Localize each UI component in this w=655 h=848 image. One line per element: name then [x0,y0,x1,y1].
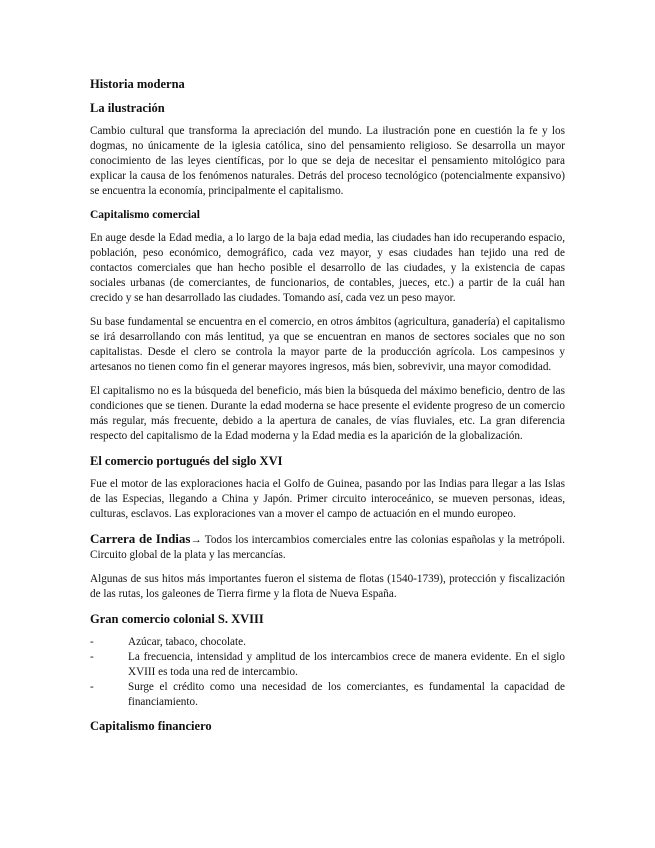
paragraph-capitalismo-2: Su base fundamental se encuentra en el comercio, en otros ámbitos (agricultura, ganadería) el capitalismo se irá desarrollando con más lentitud, ya que se encuentran en manos de sectores sociales que no son capitalistas. Desde el clero se controla la mayor parte de la producción agrícola. Los campesinos y artesanos no tienen como fin el generar mayores ingresos, más bien, sobrevivir, una mayor comodidad. [90,316,565,373]
list-item: - La frecuencia, intensidad y amplitud de los intercambios crece de manera evidente. En el siglo XVIII es toda una red de intercambio. [90,651,565,678]
document-title: Historia moderna [90,77,185,91]
paragraph-portugues-2: Algunas de sus hitos más importantes fueron el sistema de flotas (1540-1739), protección y fiscalización de las rutas, los galeones de Tierra firme y la flota de Nueva España. [90,573,565,600]
paragraph-portugues-1: Fue el motor de las exploraciones hacia el Golfo de Guinea, pasando por las Indias para llegar a las Islas de las Especias, llegando a China y Japón. Primer circuito interoceánico, se mueven personas, ideas, culturas, esclavos. Las exploraciones van a mover el campo de actuación en el mundo europeo. [90,478,565,520]
paragraph-capitalismo-1: En auge desde la Edad media, a lo largo de la baja edad media, las ciudades han ido recuperando espacio, población, peso económico, demográfico, cada vez mayor, y esas ciudades han tejido una red de contactos comerciales que han hecho posible el desarrollo de las ciudades, y la existencia de capas sociales urbanas (de comerciantes, de funcionarios, de contables, jueces, etc.) a partir de la cuál han crecido y se han desarrollado las ciudades. Tomando así, cada vez un peso mayor. [90,232,565,304]
section-heading-gran-comercio: Gran comercio colonial S. XVIII [90,612,264,626]
section-heading-capitalismo-financiero: Capitalismo financiero [90,719,212,733]
paragraph-ilustracion: Cambio cultural que transforma la apreciación del mundo. La ilustración pone en cuestión la fe y los dogmas, no únicamente de la iglesia católica, sino del pensamiento religioso. Se desarrolla un mayor conocimiento de las leyes científicas, por lo que se deja de necesitar el pensamiento mitológico para explicar la causa de los fenómenos naturales. Detrás del proceso tecnológico (potencialmente expansivo) se encuentra la economía, principalmente el capitalismo. [90,125,565,197]
gran-comercio-list [90,635,565,710]
dash-bullet: - [90,681,94,693]
dash-bullet: - [90,636,94,648]
section-heading-ilustracion: La ilustración [90,101,165,115]
list-item: - Surge el crédito como una necesidad de los comerciantes, es fundamental la capacidad de financiamiento. [90,681,565,708]
section-heading-comercio-portugues: El comercio portugués del siglo XVI [90,454,283,468]
paragraph-capitalismo-3: El capitalismo no es la búsqueda del beneficio, más bien la búsqueda del máximo beneficio, dentro de las condiciones que se tienen. Durante la edad moderna se hace presente el evidente progreso de un comercio más regular, más frecuente, debido a la apertura de canales, de vías fluviales, etc. La gran diferencia respecto del capitalismo de la Edad moderna y la Edad media es la aparición de la globalización. [90,385,565,442]
paragraph-carrera-indias [90,531,565,563]
carrera-de-indias-label: Carrera de Indias [90,531,191,546]
document-page [90,76,565,742]
arrow-right-icon: → [190,534,202,546]
carrera-de-indias-text: Todos los intercambios comerciales entre las colonias españolas y la metrópoli. Circuito global de la plata y las mercancías. [90,534,565,561]
section-heading-capitalismo-comercial: Capitalismo comercial [90,209,200,221]
list-item: - Azúcar, tabaco, chocolate. [90,636,246,648]
dash-bullet: - [90,651,94,663]
